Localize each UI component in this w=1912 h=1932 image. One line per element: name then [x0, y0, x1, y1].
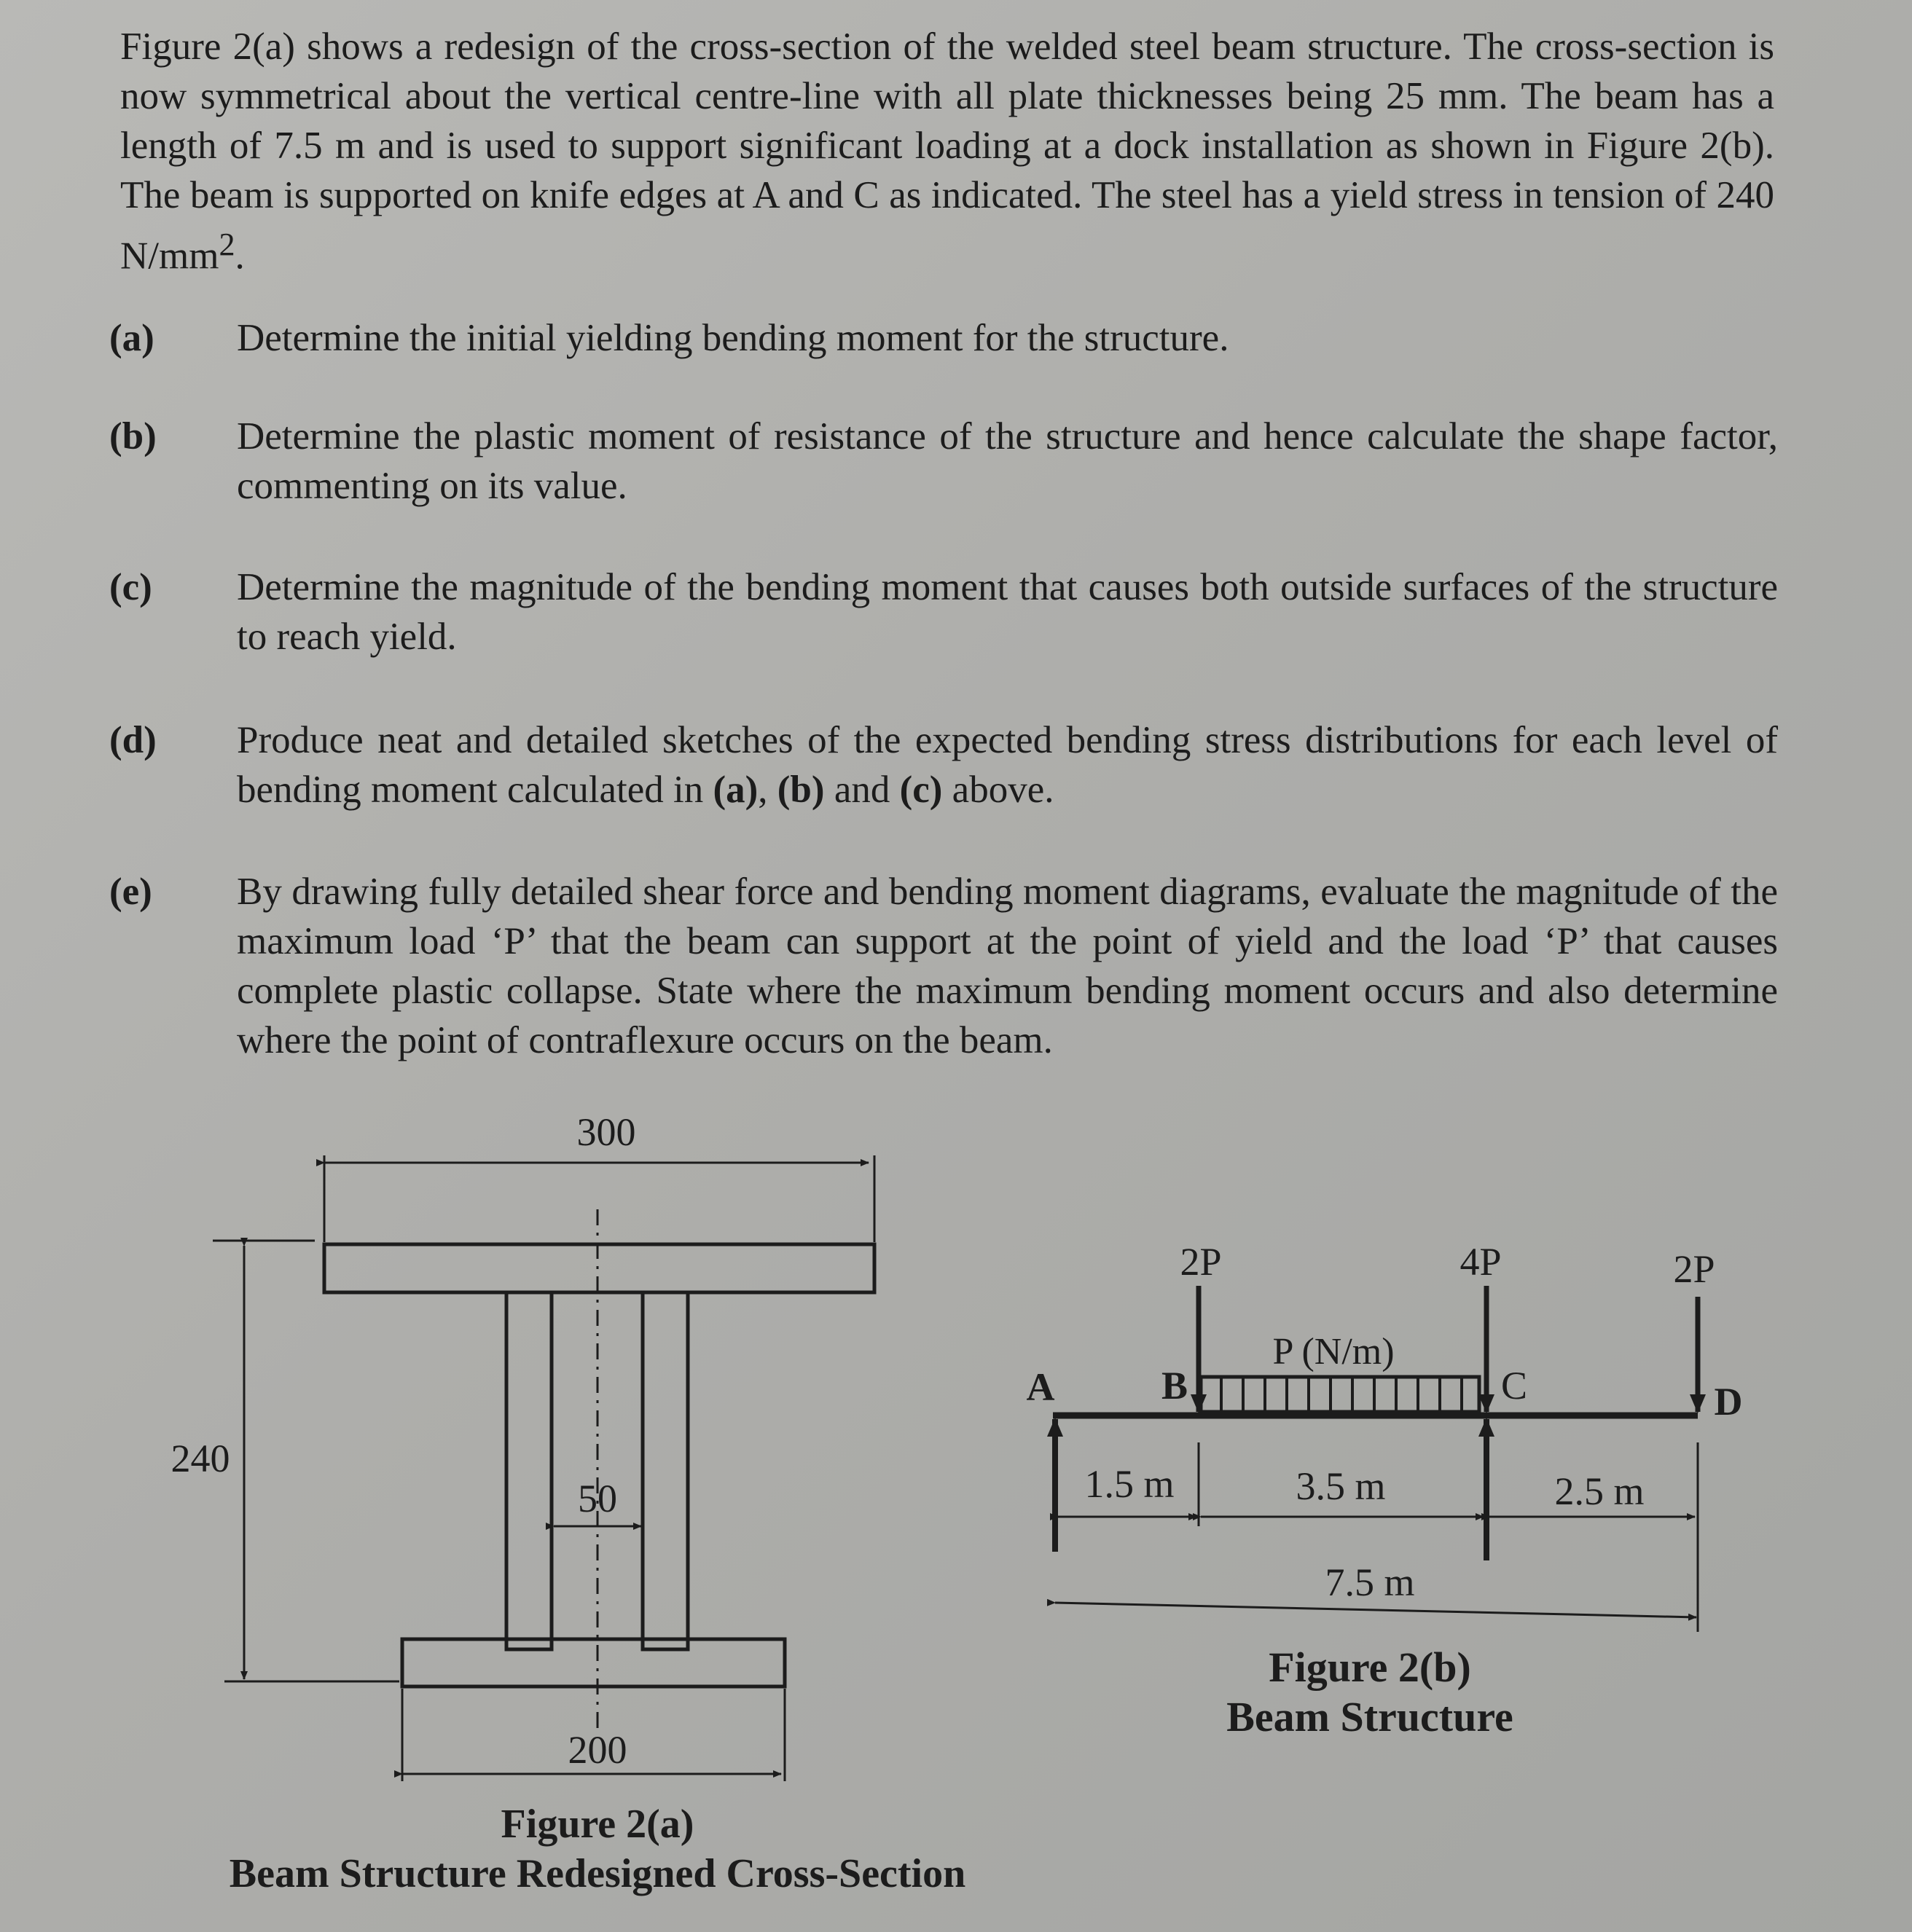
point-label-d: D [1714, 1380, 1743, 1424]
dim-300-label: 300 [576, 1110, 636, 1154]
question-text: Determine the initial yielding bending moment for the structure. [237, 317, 1229, 359]
dim-50-label: 50 [578, 1477, 617, 1520]
support-label-c: C [1500, 1364, 1528, 1407]
question-text [237, 715, 1778, 814]
load-label-c: 4P [1460, 1240, 1502, 1284]
question-b [109, 412, 1778, 511]
question-d-text-after: above. [942, 769, 1054, 811]
question-e [109, 867, 1778, 1065]
question-d-ref-b: (b) [777, 769, 825, 811]
top-flange [324, 1244, 874, 1292]
point-label-b: B [1161, 1364, 1188, 1407]
question-label: (e) [109, 871, 152, 913]
figure-2a-caption [0, 1799, 1195, 1898]
question-text: Determine the magnitude of the bending moment that causes both outside surfaces of the structure to reach yield. [237, 566, 1778, 658]
figure-2b-subtitle: Beam Structure [1226, 1693, 1513, 1740]
left-web [506, 1292, 552, 1649]
question-d-sep1: , [758, 769, 777, 811]
intro-end: . [235, 235, 245, 278]
question-label: (d) [109, 719, 157, 761]
question-a [109, 313, 1778, 363]
question-text: Determine the plastic moment of resistance of the structure and hence calculate the shape factor, commenting on its value. [237, 415, 1778, 507]
span-label-total: 7.5 m [1325, 1560, 1415, 1604]
question-text: By drawing fully detailed shear force and bending moment diagrams, evaluate the magnitude of the maximum load ‘P’ that the beam can support at the point of yield and the load ‘P’ that causes complete plastic collapse. State where the maximum bending moment occurs and also determine where the point of contraflexure occurs on the beam. [237, 871, 1778, 1061]
dim-200-label: 200 [568, 1728, 627, 1772]
question-d-sep2: and [824, 769, 900, 811]
figure-2a-subtitle: Beam Structure Redesigned Cross-Section [229, 1851, 966, 1896]
figure-2a [0, 1107, 1006, 1927]
figure-2b-title: Figure 2(b) [1269, 1644, 1471, 1691]
figure-2b [1006, 1202, 1743, 1740]
question-c [109, 562, 1778, 661]
span-label-cd: 2.5 m [1554, 1469, 1645, 1513]
udl-hatching [1221, 1377, 1462, 1412]
figure-2b-caption [1006, 1643, 1734, 1742]
bottom-flange [402, 1639, 785, 1686]
span-label-ab: 1.5 m [1084, 1462, 1175, 1506]
udl-label: P (N/m) [1272, 1331, 1395, 1373]
question-label: (c) [109, 566, 152, 608]
question-d [109, 715, 1778, 814]
dim-240-label: 240 [171, 1437, 230, 1480]
question-label: (a) [109, 317, 154, 359]
question-d-ref-a: (a) [713, 769, 759, 811]
support-label-a: A [1026, 1365, 1055, 1409]
right-web [643, 1292, 688, 1649]
question-d-ref-c: (c) [899, 769, 943, 811]
span-label-bc: 3.5 m [1296, 1464, 1386, 1508]
question-d-text-before: Produce neat and detailed sketches of the expected bending stress distributions for each level of bending moment calculated in [237, 719, 1778, 811]
dim-total-line [1055, 1603, 1696, 1617]
load-label-b: 2P [1180, 1240, 1222, 1284]
intro-superscript: 2 [219, 227, 235, 262]
load-label-d: 2P [1673, 1247, 1715, 1291]
figure-2a-title: Figure 2(a) [501, 1802, 694, 1847]
question-label: (b) [109, 415, 157, 458]
intro-paragraph [120, 22, 1774, 281]
intro-text: Figure 2(a) shows a redesign of the cross-section of the welded steel beam structure. The cross-section is now symmetrical about the vertical centre-line with all plate thicknesses being 25 mm. The beam has a length of 7.5 m and is used to support significant loading at a dock installation as shown in Figure 2(b). The beam is supported on knife edges at A and C as indicated. The steel has a yield stress in tension of 240 N/mm [120, 25, 1774, 278]
